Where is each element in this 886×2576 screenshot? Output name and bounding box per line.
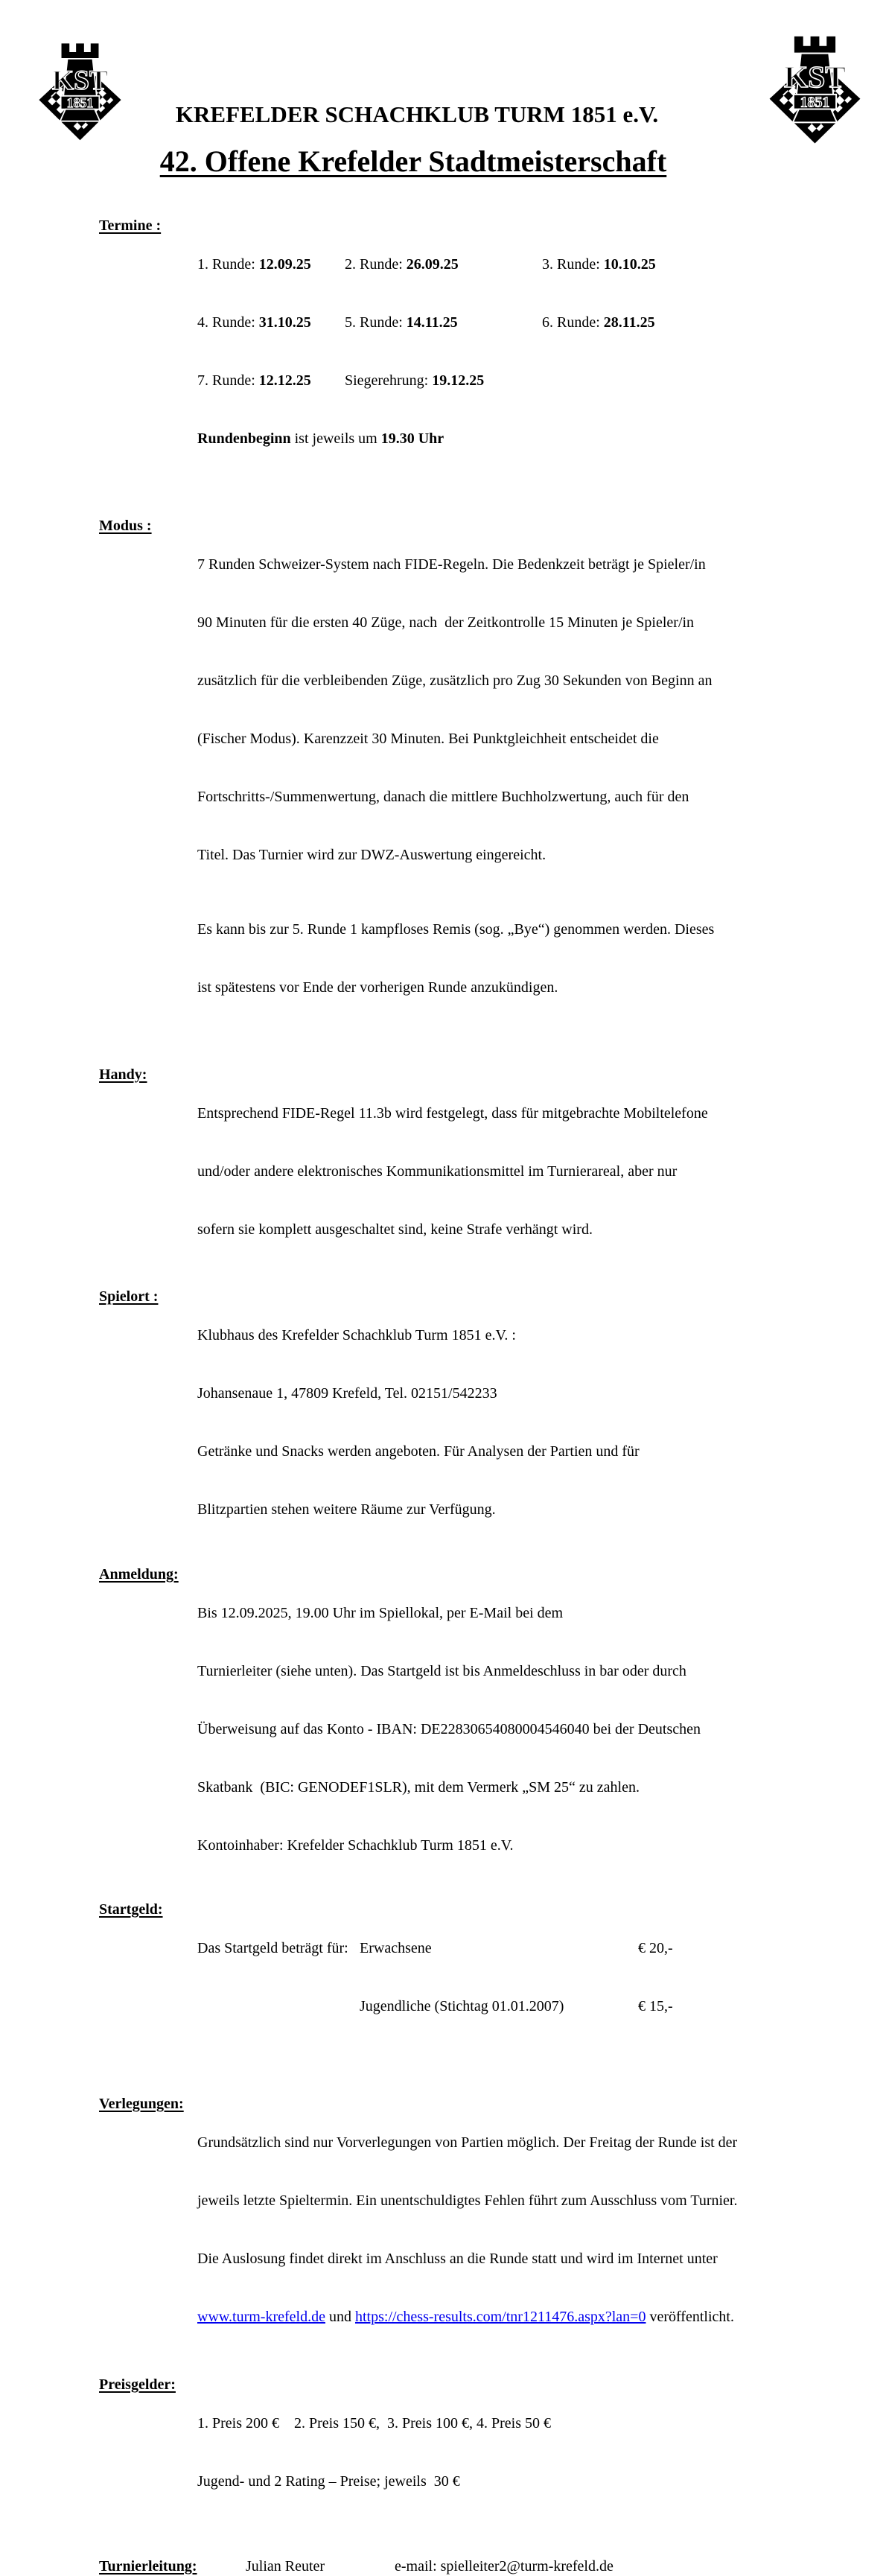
text-line: Klubhaus des Krefelder Schachklub Turm 1851 e.V. :	[197, 1327, 516, 1343]
text-line: (Fischer Modus). Karenzzeit 30 Minuten. Bei Punktgleichheit entscheidet die	[197, 731, 659, 747]
text-line: Johansenaue 1, 47809 Krefeld, Tel. 02151/542233	[197, 1385, 497, 1402]
round-label: 5. Runde:	[345, 314, 407, 331]
section-label-spielort: Spielort :	[99, 1288, 159, 1305]
section-modus	[99, 516, 856, 1036]
text-line: 7 Runden Schweizer-System nach FIDE-Regeln. Die Bedenkzeit beträgt je Spieler/in	[197, 556, 706, 573]
logo-year: 1851	[66, 95, 94, 110]
termine-body	[197, 216, 856, 487]
text-line: 1. Preis 200 € 2. Preis 150 €, 3. Preis 100 €, 4. Preis 50 €	[197, 2415, 551, 2432]
text-line: Titel. Das Turnier wird zur DWZ-Auswertung eingereicht.	[197, 847, 546, 863]
text-line: Jugend- und 2 Rating – Preise; jeweils 30 €	[197, 2473, 460, 2490]
club-name: KREFELDER SCHACHKLUB TURM 1851 e.V.	[175, 101, 659, 127]
section-startgeld	[99, 1900, 856, 2055]
text-line: und/oder andere elektronisches Kommunikationsmittel im Turnierareal, aber nur	[197, 1163, 678, 1180]
section-termine	[99, 216, 856, 487]
section-handy	[99, 1065, 856, 1278]
anmeldung-body	[197, 1565, 856, 1894]
termine-row	[197, 313, 856, 332]
section-label-verlegungen: Verlegungen:	[99, 2096, 184, 2112]
round-date: 28.11.25	[603, 314, 655, 331]
section-verlegungen	[99, 2094, 856, 2365]
section-turnierleitung	[99, 2557, 856, 2576]
spielort-body	[197, 1287, 856, 1558]
section-label-startgeld: Startgeld:	[99, 1901, 163, 1918]
fee-row	[197, 1997, 856, 2016]
text-line: Fortschritts-/Summenwertung, danach die mittlere Buchholzwertung, auch für den	[197, 789, 689, 805]
text-line: Kontoinhaber: Krefelder Schachklub Turm 1851 e.V.	[197, 1837, 514, 1854]
logo-letters: KST	[784, 59, 846, 94]
fee-group: Erwachsene	[360, 1940, 432, 1956]
termine-row	[197, 255, 856, 274]
text-line: Entsprechend FIDE-Regel 11.3b wird festgelegt, dass für mitgebrachte Mobiltelefone	[197, 1105, 708, 1122]
round-label: Siegerehrung:	[345, 372, 433, 389]
text-line: Blitzpartien stehen weitere Räume zur Verfügung.	[197, 1501, 496, 1518]
section-preisgelder	[99, 2375, 856, 2530]
fee-amount: € 20,-	[638, 1940, 673, 1956]
document-body	[99, 216, 856, 2576]
section-label-handy: Handy:	[99, 1066, 147, 1083]
turm-krefeld-link[interactable]: www.turm-krefeld.de	[197, 2309, 325, 2325]
text-line: Bis 12.09.2025, 19.00 Uhr im Spiellokal, per E-Mail bei dem	[197, 1605, 564, 1621]
director-name: Julian Reuter	[246, 2558, 325, 2575]
round-date: 12.09.25	[258, 256, 311, 273]
fee-intro: Das Startgeld beträgt für:	[197, 1940, 348, 1956]
text-line: Überweisung auf das Konto - IBAN: DE22830654080004546040 bei der Deutschen	[197, 1721, 701, 1737]
section-spielort	[99, 1287, 856, 1558]
director-email: e-mail: spielleiter2@turm-krefeld.de	[395, 2558, 613, 2575]
fee-amount: € 15,-	[638, 1998, 673, 2014]
logo-year: 1851	[800, 94, 830, 111]
round-date: 31.10.25	[258, 314, 311, 331]
text-line: Es kann bis zur 5. Runde 1 kampfloses Remis (sog. „Bye“) genommen werden. Dieses	[197, 921, 715, 938]
section-label-termine: Termine :	[99, 217, 162, 234]
handy-body	[197, 1065, 856, 1278]
section-label-anmeldung: Anmeldung:	[99, 1566, 179, 1583]
tournament-title: 42. Offene Krefelder Stadtmeisterschaft	[159, 144, 667, 178]
text-line: Turnierleiter (siehe unten). Das Startgeld ist bis Anmeldeschluss in bar oder durch	[197, 1663, 686, 1679]
round-label: 2. Runde:	[345, 256, 407, 273]
fee-group: Jugendliche (Stichtag 01.01.2007)	[360, 1998, 564, 2014]
round-label: 1. Runde:	[197, 256, 259, 273]
section-label-turnierleitung: Turnierleitung:	[99, 2558, 197, 2575]
section-label-preisgelder: Preisgelder:	[99, 2376, 176, 2393]
text-line: 90 Minuten für die ersten 40 Züge, nach der Zeitkontrolle 15 Minuten je Spieler/in	[197, 614, 695, 631]
section-label-modus: Modus :	[99, 518, 152, 534]
rundenbeginn-line: Rundenbeginn ist jeweils um 19.30 Uhr	[197, 430, 444, 447]
round-label: 6. Runde:	[542, 314, 604, 331]
text-line: Getränke und Snacks werden angeboten. Für Analysen der Partien und für	[197, 1443, 640, 1460]
section-anmeldung	[99, 1565, 856, 1894]
text-line: ist spätestens vor Ende der vorherigen Runde anzukündigen.	[197, 979, 558, 996]
round-date: 26.09.25	[406, 256, 459, 273]
text-line: sofern sie komplett ausgeschaltet sind, keine Strafe verhängt wird.	[197, 1221, 593, 1238]
fee-row	[197, 1939, 856, 1958]
preisgelder-body	[197, 2375, 856, 2530]
termine-row	[197, 371, 856, 390]
round-date: 10.10.25	[603, 256, 656, 273]
text-line: jeweils letzte Spieltermin. Ein unentschuldigtes Fehlen führt zum Ausschluss vom Turnier.	[197, 2192, 738, 2209]
logo-letters: KST	[52, 65, 108, 96]
round-label: 4. Runde:	[197, 314, 259, 331]
chess-results-link[interactable]: https://chess-results.com/tnr1211476.aspx?lan=0	[354, 2309, 646, 2325]
text-line: Die Auslosung findet direkt im Anschluss an die Runde statt und wird im Internet unter	[197, 2251, 718, 2267]
text-line: Grundsätzlich sind nur Vorverlegungen von Partien möglich. Der Freitag der Runde ist der	[197, 2134, 738, 2151]
round-label: 3. Runde:	[542, 256, 604, 273]
round-date: 12.12.25	[258, 372, 311, 389]
text-line: zusätzlich für die verbleibenden Züge, zusätzlich pro Zug 30 Sekunden von Beginn an	[197, 672, 713, 689]
text-line: Skatbank (BIC: GENODEF1SLR), mit dem Vermerk „SM 25“ zu zahlen.	[197, 1779, 640, 1796]
round-label: 7. Runde:	[197, 372, 259, 389]
links-line: www.turm-krefeld.de und https://chess-results.com/tnr1211476.aspx?lan=0 veröffentlicht.	[197, 2309, 734, 2325]
verlegungen-body	[197, 2094, 856, 2365]
modus-body	[197, 516, 856, 1036]
round-date: 19.12.25	[432, 372, 485, 389]
round-date: 14.11.25	[406, 314, 458, 331]
startgeld-body	[197, 1900, 856, 2055]
